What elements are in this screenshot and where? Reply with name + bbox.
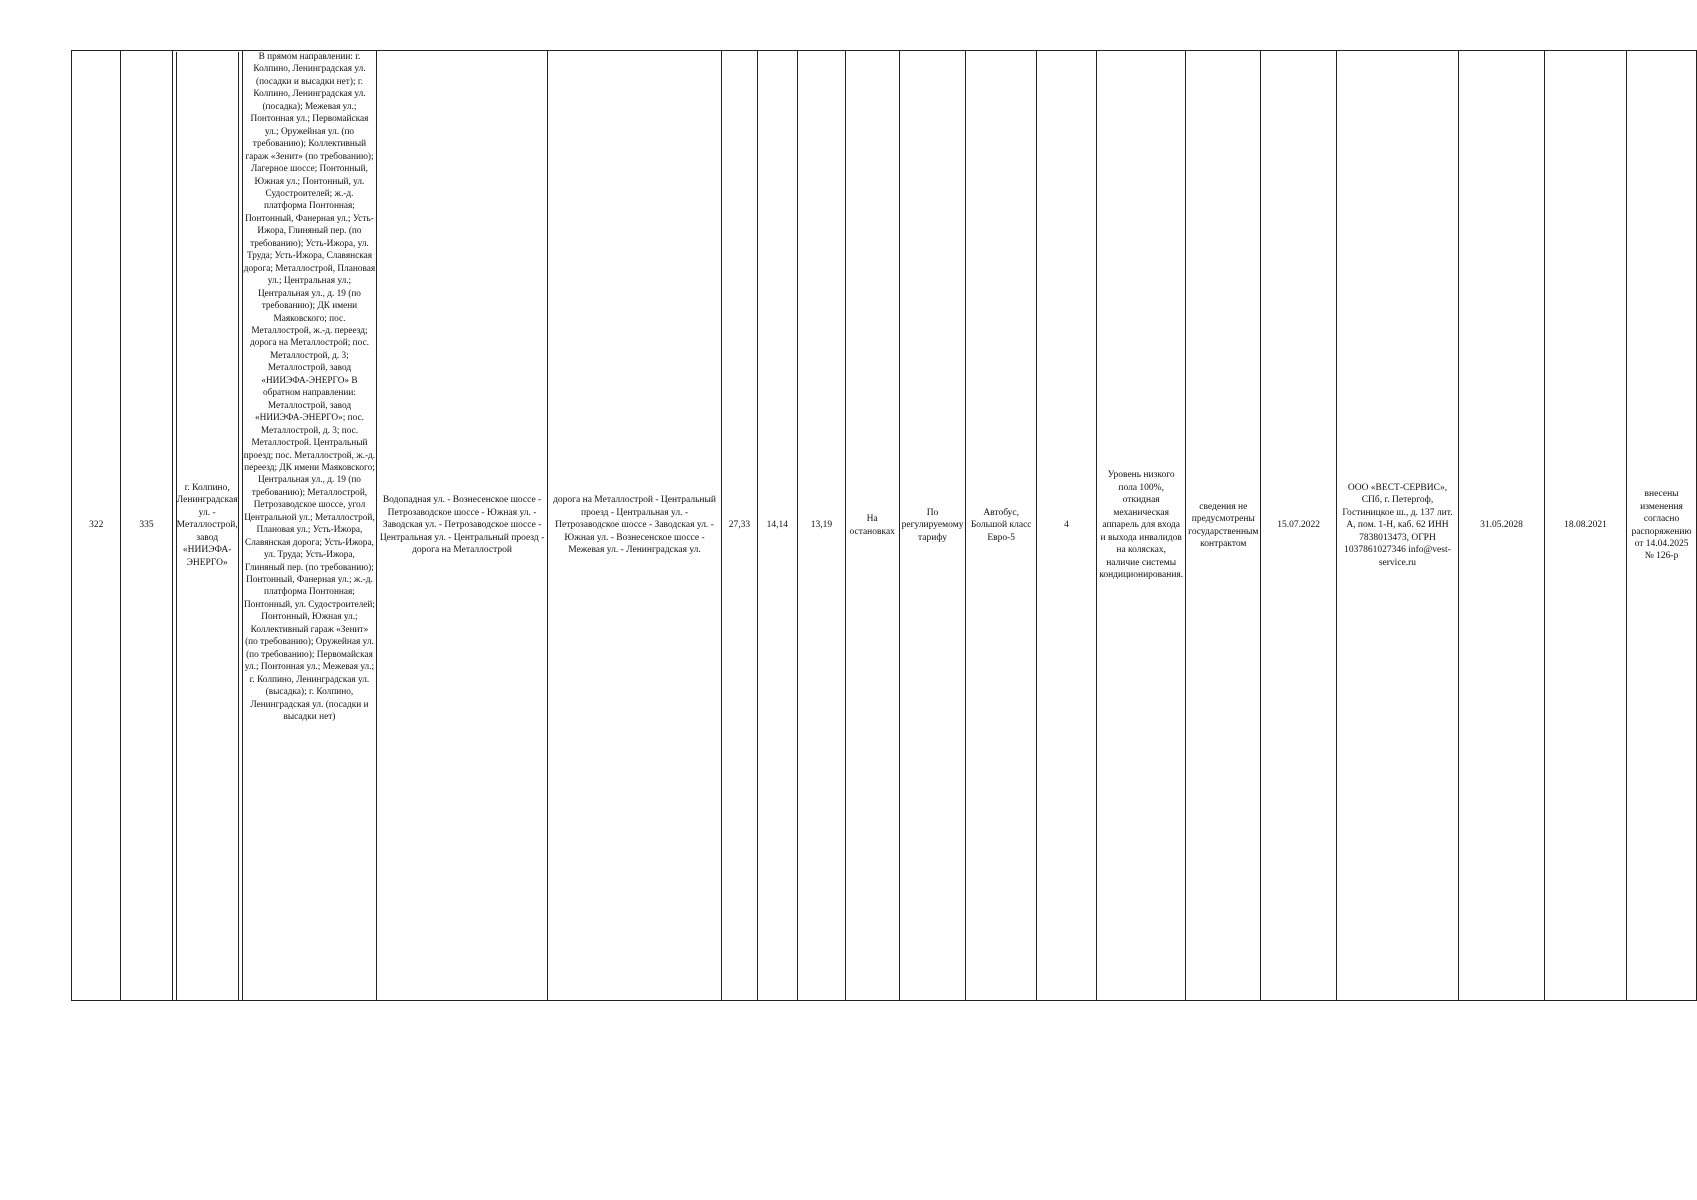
end-date: 31.05.2028 bbox=[1458, 51, 1544, 1001]
route-length-backward: 14,14 bbox=[757, 51, 797, 1001]
route-length-extra: 13,19 bbox=[797, 51, 845, 1001]
carrier-info: ООО «ВЕСТ-СЕРВИС», СПб, г. Петергоф, Гостиницкое ш., д. 137 лит. А, пом. 1-Н, каб. 62 ИНН 7838013473, ОГРН 1037861027346 info@vest-service.ru bbox=[1336, 51, 1458, 1001]
table-row bbox=[72, 51, 1697, 1001]
streets-backward: дорога на Металлострой - Центральный проезд - Центральная ул. - Петрозаводское шоссе - Заводская ул. - Южная ул. - Вознесенское шоссе - Межевая ул. - Ленинградская ул. bbox=[547, 51, 721, 1001]
route-name: г. Колпино, Ленинградская ул. - Металлострой, завод «НИИЭФА-ЭНЕРГО» bbox=[176, 52, 239, 1000]
tariff-type: По регулируемому тарифу bbox=[899, 51, 966, 1001]
change-note: внесены изменения согласно распоряжению от 14.04.2025 № 126-р bbox=[1627, 51, 1697, 1001]
intermediate-stops: В прямом направлении: г. Колпино, Ленинградская ул. (посадки и высадки нет); г. Колпино, Ленинградская ул. (посадка); Межевая ул.; Понтонная ул.; Первомайская ул.; Оружейная ул. (по требованию); Коллективный гараж «Зенит» (по требованию); Лагерное шоссе; Понтонный, Южная ул.; Понтонный, ул. Судостроителей; ж.-д. платформа Понтонная; Понтонный, Фанерная ул.; Усть-Ижора, Глиняный пер. (по требованию); Усть-Ижора, ул. Труда; Усть-Ижора, Славянская дорога; Металлострой, Плановая ул.; Центральная ул.; Центральная ул., д. 19 (по требованию); ДК имени Маяковского; пос. Металлострой, ж.-д. переезд; дорога на Металлострой; пос. Металлострой, д. 3; Металлострой, завод «НИИЭФА-ЭНЕРГО» В обратном направлении: Металлострой, завод «НИИЭФА-ЭНЕРГО»; пос. Металлострой, д. 3; пос. Металлострой. Центральный проезд; пос. Металлострой, ж.-д. переезд; ДК имени Маяковского; Центральная ул., д. 19 (по требованию); Металлострой, Петрозаводское шоссе, угол Центральной ул.; Металлострой, Плановая ул.; Усть-Ижора, Славянская дорога; Усть-Ижора, ул. Труда; Усть-Ижора, Глиняный пер. (по требованию); Понтонный, Фанерная ул.; ж.-д. платформа Понтонная; Понтонный, ул. Судостроителей; Понтонный, Южная ул.; Коллективный гараж «Зенит» (по требованию); Оружейная ул. (по требованию); Первомайская ул.; Понтонная ул.; Межевая ул.; г. Колпино, Ленинградская ул. (высадка); г. Колпино, Ленинградская ул. (посадки и высадки нет) bbox=[242, 51, 377, 1001]
start-date: 15.07.2022 bbox=[1261, 51, 1337, 1001]
boarding-order: На остановках bbox=[845, 51, 899, 1001]
contract-info: сведения не предусмотрены государственным контрактом bbox=[1186, 51, 1261, 1001]
vehicle-characteristics: Уровень низкого пола 100%, откидная механическая аппарель для входа и выхода инвалидов на колясках, наличие системы кондиционирования. bbox=[1097, 51, 1186, 1001]
streets-forward: Водопадная ул. - Вознесенское шоссе - Петрозаводское шоссе - Южная ул. - Заводская ул. - Петрозаводское шоссе - Центральная ул. - Центральный проезд - дорога на Металлострой bbox=[377, 51, 548, 1001]
route-length-forward: 27,33 bbox=[722, 51, 758, 1001]
registration-date: 18.08.2021 bbox=[1544, 51, 1626, 1001]
registration-number: 322 bbox=[72, 51, 121, 1001]
route-name-cell bbox=[172, 51, 242, 1001]
vehicle-count: 4 bbox=[1036, 51, 1096, 1001]
route-registry-table bbox=[71, 50, 1697, 1001]
vehicle-type: Автобус, Большой класс Евро-5 bbox=[966, 51, 1036, 1001]
route-number: 335 bbox=[121, 51, 172, 1001]
